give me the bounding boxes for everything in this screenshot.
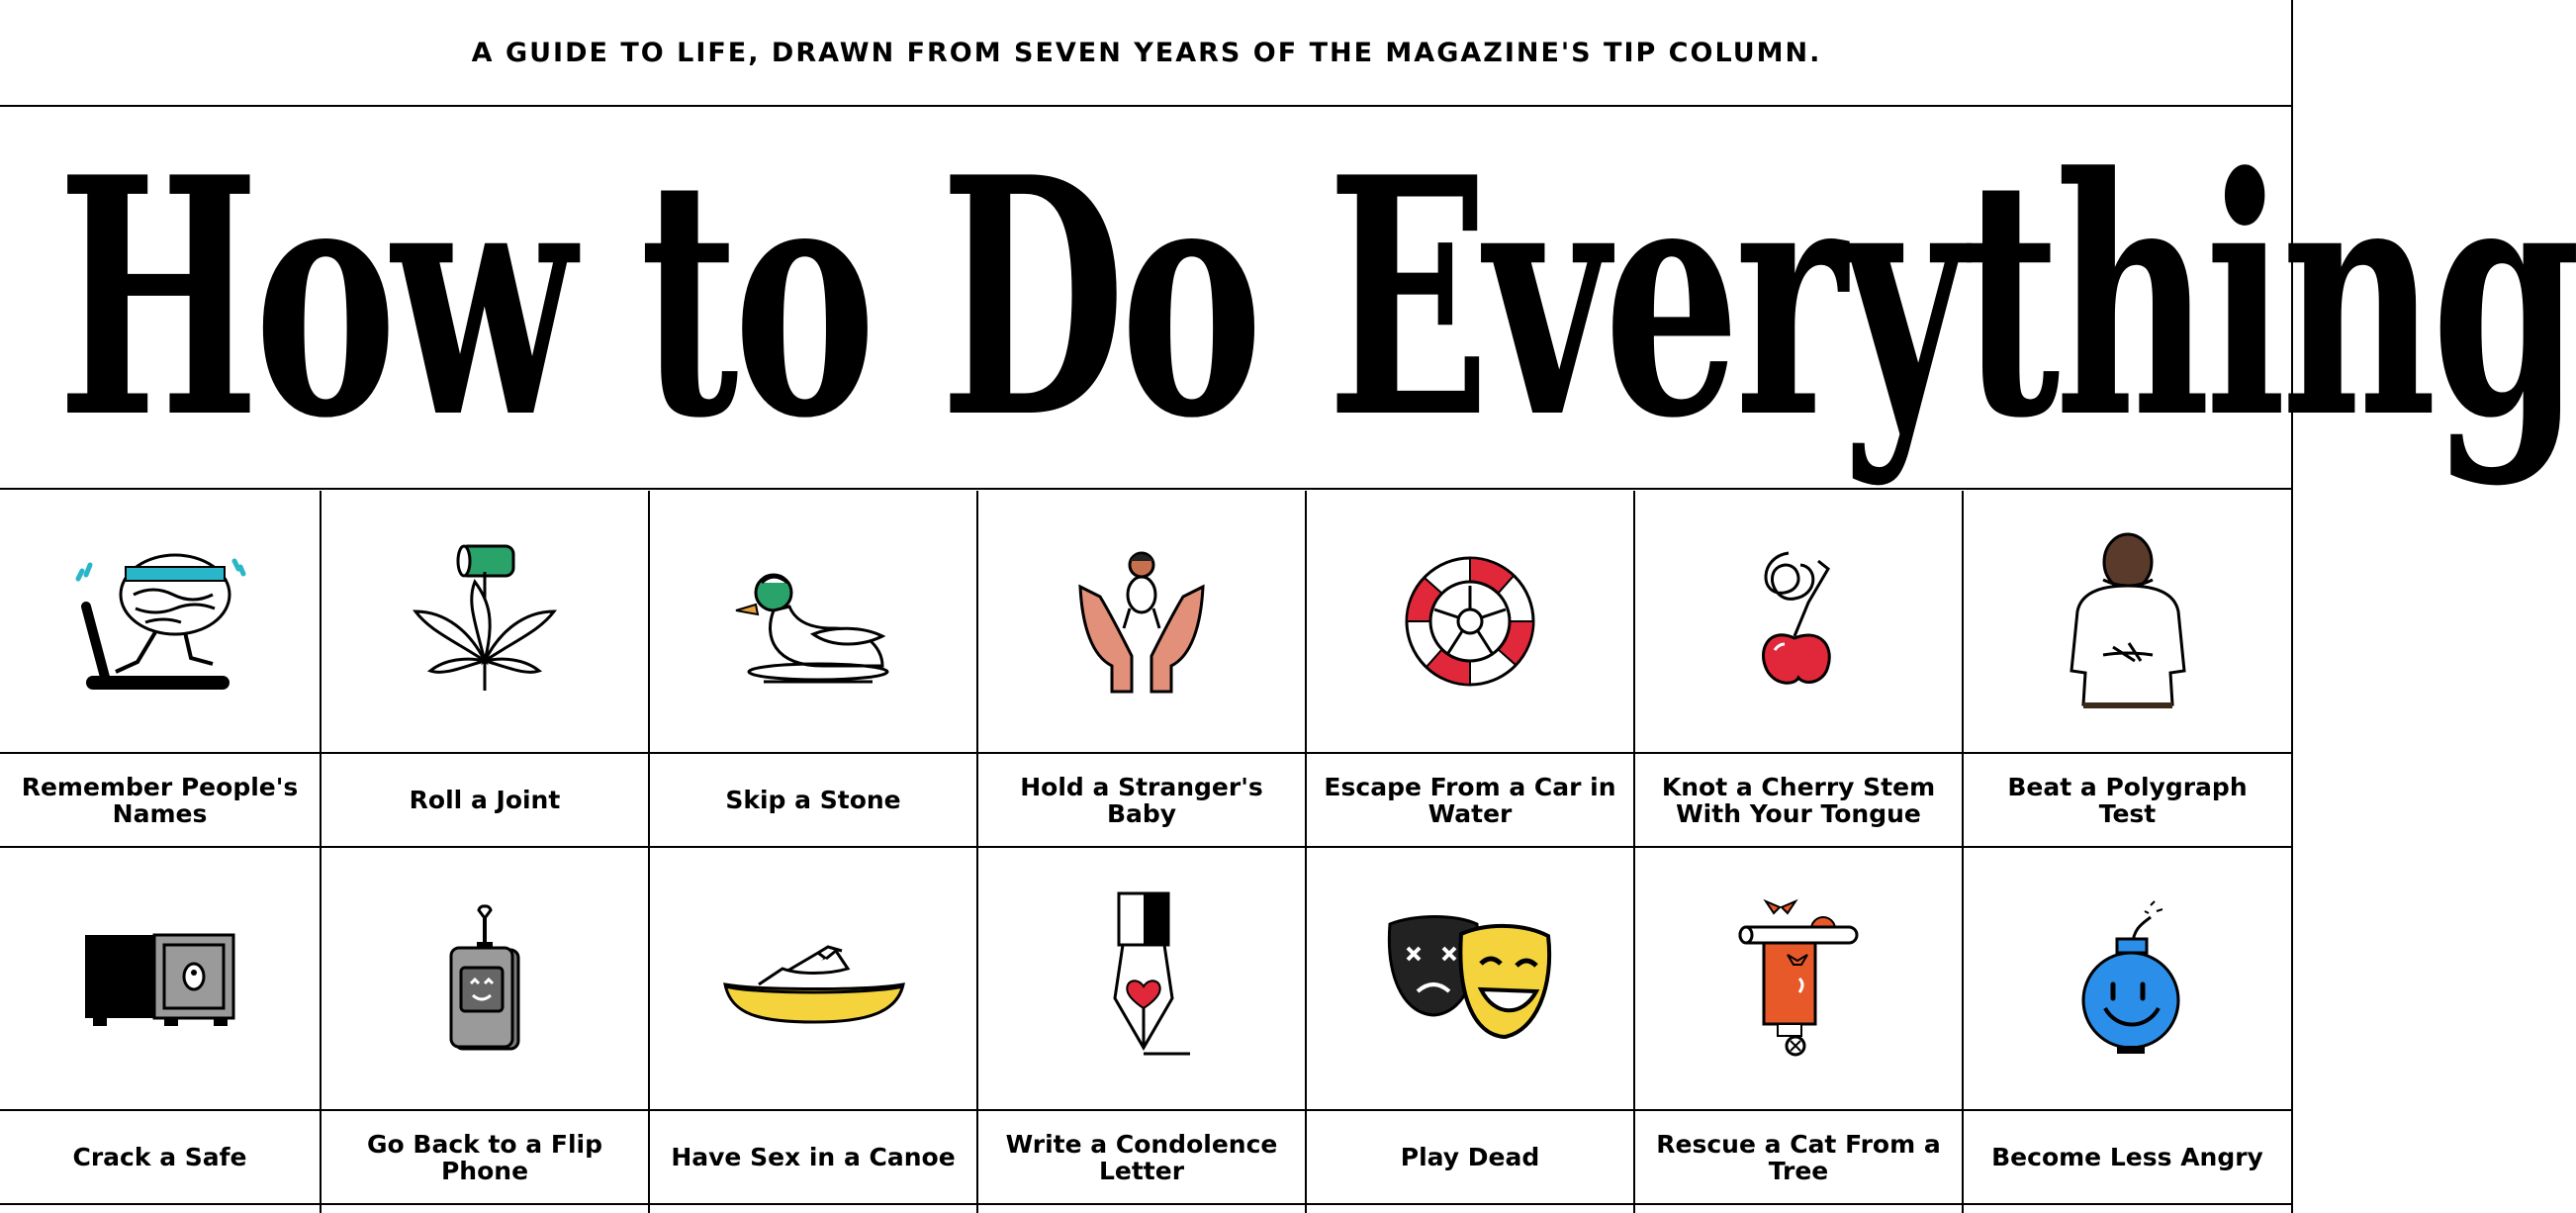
theater-masks-icon	[1386, 914, 1554, 1043]
tile-label[interactable]: Write a Condolence Letter	[978, 1111, 1307, 1203]
tile-label[interactable]: Play Dead	[1307, 1111, 1635, 1203]
safe-icon	[81, 929, 239, 1028]
duck-icon	[734, 557, 892, 686]
tile-escape-car-water[interactable]	[1307, 491, 1635, 752]
tile-label[interactable]: Beat a Polygraph Test	[1964, 754, 2293, 846]
tile-label[interactable]: Skip a Stone	[650, 754, 978, 846]
flip-phone-icon	[445, 904, 524, 1053]
tile-flip-phone[interactable]	[322, 848, 650, 1109]
tile-hold-strangers-baby[interactable]	[978, 491, 1307, 752]
tile-roll-a-joint[interactable]	[322, 491, 650, 752]
crossed-fingers-man-icon	[2064, 532, 2192, 710]
tile-label[interactable]: Rescue a Cat From a Tree	[1635, 1111, 1964, 1203]
hands-holding-baby-icon	[1072, 547, 1211, 696]
tile-crack-a-safe[interactable]	[0, 848, 322, 1109]
tile-label[interactable]: Crack a Safe	[0, 1111, 322, 1203]
tile-label[interactable]: Hold a Stranger's Baby	[978, 754, 1307, 846]
row-edge	[0, 1205, 322, 1213]
tile-label[interactable]: Knot a Cherry Stem With Your Tongue	[1635, 754, 1964, 846]
tile-knot-cherry-stem[interactable]	[1635, 491, 1964, 752]
tile-label[interactable]: Become Less Angry	[1964, 1111, 2293, 1203]
tire-life-ring-icon	[1401, 552, 1539, 691]
tile-label[interactable]: Have Sex in a Canoe	[650, 1111, 978, 1203]
canoe-icon	[719, 929, 907, 1028]
tile-beat-polygraph[interactable]	[1964, 491, 2293, 752]
tile-label[interactable]: Roll a Joint	[322, 754, 650, 846]
row-edge	[1307, 1205, 1635, 1213]
cherry-knot-icon	[1749, 547, 1848, 696]
tile-become-less-angry[interactable]	[1964, 848, 2293, 1109]
cat-in-tree-icon	[1734, 899, 1863, 1058]
cannabis-leaf-icon	[406, 542, 564, 700]
row-edge	[322, 1205, 650, 1213]
page-title: How to Do Everything	[57, 106, 2576, 490]
tile-remember-names[interactable]	[0, 491, 322, 752]
tile-label[interactable]: Escape From a Car in Water	[1307, 754, 1635, 846]
tile-rescue-cat[interactable]	[1635, 848, 1964, 1109]
row-edge	[1635, 1205, 1964, 1213]
fountain-pen-heart-icon	[1087, 889, 1196, 1068]
kicker-tagline: A GUIDE TO LIFE, DRAWN FROM SEVEN YEARS OF THE MAGAZINE'S TIP COLUMN.	[471, 37, 1822, 68]
tile-label[interactable]: Remember People's Names	[0, 754, 322, 846]
brain-on-treadmill-icon	[76, 547, 244, 696]
tile-play-dead[interactable]	[1307, 848, 1635, 1109]
tile-sex-in-canoe[interactable]	[650, 848, 978, 1109]
tile-label[interactable]: Go Back to a Flip Phone	[322, 1111, 650, 1203]
masthead	[0, 106, 2576, 490]
row-edge	[650, 1205, 978, 1213]
smiling-bomb-icon	[2073, 899, 2182, 1058]
row-edge	[978, 1205, 1307, 1213]
tile-skip-a-stone[interactable]	[650, 491, 978, 752]
divider	[0, 488, 2293, 490]
tile-condolence-letter[interactable]	[978, 848, 1307, 1109]
